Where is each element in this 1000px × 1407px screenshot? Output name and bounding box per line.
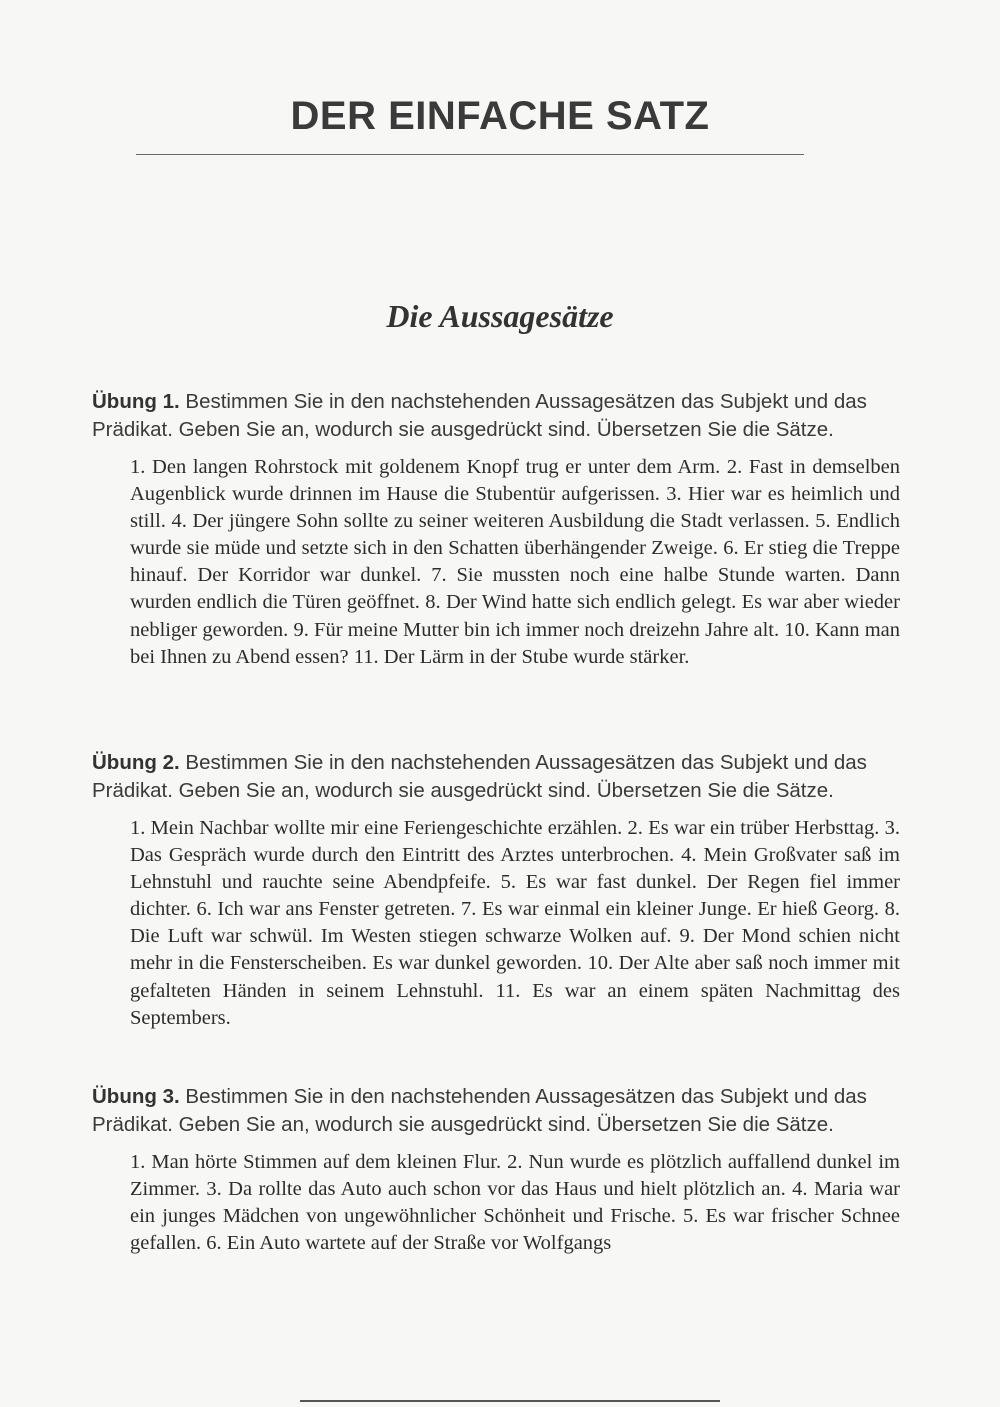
exercise-task (92, 749, 900, 804)
bottom-edge-line (300, 1400, 720, 1402)
exercise-2 (92, 749, 900, 1032)
exercise-sentences: 1. Mein Nachbar wollte mir eine Feriengeschichte erzählen. 2. Es war ein trüber Herbsttag. 3. Das Gespräch wurde durch den Eintritt des Arztes unterbrochen. 4. Mein Großvater saß im Lehnstuhl und rauchte seine Abendpfeife. 5. Es war fast dunkel. Der Regen fiel immer dichter. 6. Ich war ans Fenster getreten. 7. Es war einmal ein kleiner Junge. Er hieß Georg. 8. Die Luft war schwül. Im Westen stiegen schwarze Wolken auf. 9. Der Mond schien nicht mehr in die Fensterscheiben. Es war dunkel geworden. 10. Der Alte aber saß noch immer mit gefalteten Händen in seinem Lehnstuhl. 11. Es war an einem späten Nachmittag des Septembers. (130, 817, 900, 1029)
exercise-instructions: Bestimmen Sie in den nachstehenden Aussagesätzen das Subjekt und das Prädikat. Geben Sie an, wodurch sie ausgedrückt sind. Übersetzen Sie die Sätze. (92, 751, 867, 802)
exercise-label: Übung 1. (92, 390, 180, 413)
exercise-instructions: Bestimmen Sie in den nachstehenden Aussagesätzen das Subjekt und das Prädikat. Geben Sie an, wodurch sie ausgedrückt sind. Übersetzen Sie die Sätze. (92, 390, 867, 441)
page-title: DER EINFACHE SATZ (290, 94, 710, 138)
exercise-task (92, 388, 900, 443)
section-heading: Die Aussagesätze (386, 298, 614, 334)
exercise-instructions: Bestimmen Sie in den nachstehenden Aussagesätzen das Subjekt und das Prädikat. Geben Sie an, wodurch sie ausgedrückt sind. Übersetzen Sie die Sätze. (92, 1085, 867, 1136)
exercise-sentences: 1. Den langen Rohrstock mit goldenem Knopf trug er unter dem Arm. 2. Fast in demselben Augenblick wurde drinnen im Hause die Stubentür aufgerissen. 3. Hier war es heimlich und still. 4. Der jüngere Sohn sollte zu seiner weiteren Ausbildung die Stadt verlassen. 5. Endlich wurde sie müde und setzte sich in den Schatten überhängender Zweige. 6. Er stieg die Treppe hinauf. Der Korridor war dunkel. 7. Sie mussten noch eine halbe Stunde warten. Dann wurden endlich die Türen geöffnet. 8. Der Wind hatte sich endlich gelegt. Es war aber wieder nebliger geworden. 9. Für meine Mutter bin ich immer noch dreizehn Jahre alt. 10. Kann man bei Ihnen zu Abend essen? 11. Der Lärm in der Stube wurde stärker. (130, 456, 900, 668)
exercise-sentences: 1. Man hörte Stimmen auf dem kleinen Flur. 2. Nun wurde es plötzlich auffallend dunkel im Zimmer. 3. Da rollte das Auto auch schon vor das Haus und hielt plötzlich an. 4. Maria war ein junges Mädchen von ungewöhnlicher Schönheit und Frische. 5. Es war frischer Schnee gefallen. 6. Ein Auto wartete auf der Straße vor Wolfgangs (130, 1151, 900, 1255)
exercise-label: Übung 2. (92, 751, 180, 774)
title-rule (136, 154, 804, 155)
exercise-label: Übung 3. (92, 1085, 180, 1108)
exercise-task (92, 1083, 900, 1138)
exercise-3 (92, 1083, 900, 1257)
exercise-1 (92, 388, 900, 671)
